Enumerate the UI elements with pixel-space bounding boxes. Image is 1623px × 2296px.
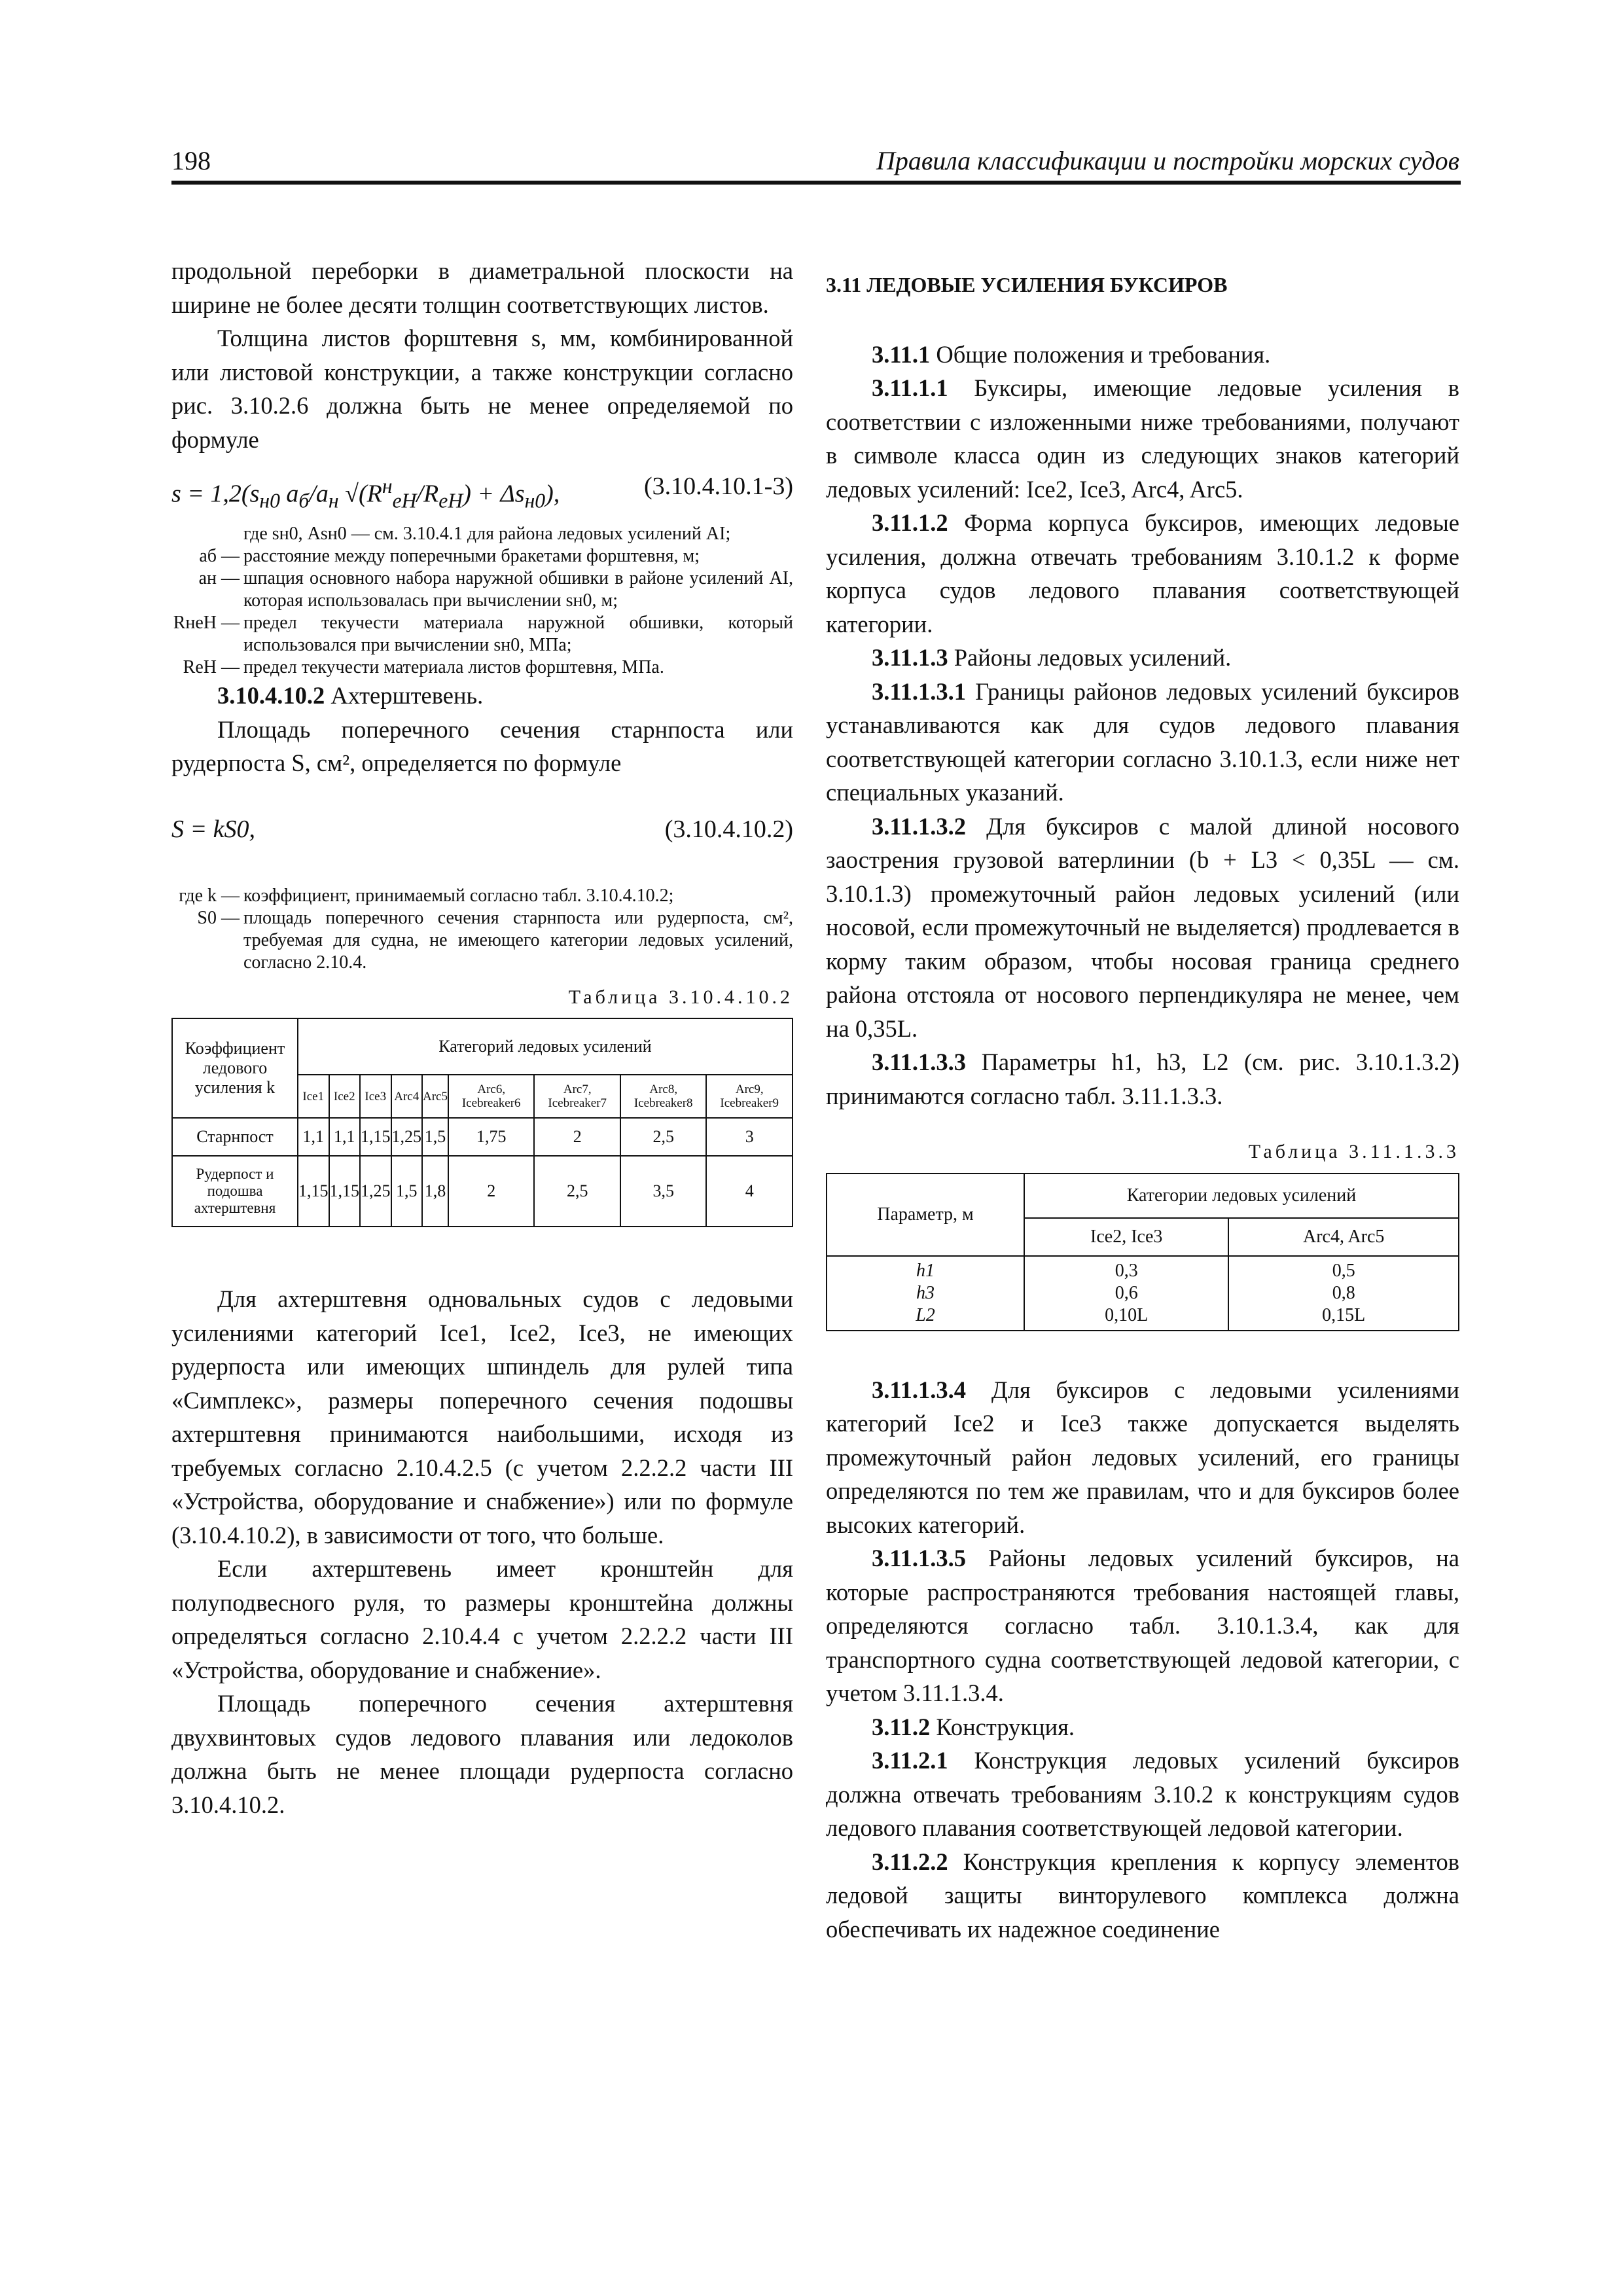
paragraph: 3.11.2.1 Конструкция ледовых усилений буксиров должна отвечать требованиям 3.10.2 к конструкциям судов ледового плавания соответствующей ледовой категории. [826,1747,1459,1841]
paragraph: 3.11.1.3.3 Параметры h1, h3, L2 (см. рис. 3.10.1.3.2) принимаются согласно табл. 3.11.1.3.3. [826,1049,1459,1109]
table-header-cell: Arc7, Icebreaker7 [534,1075,620,1118]
paragraph: 3.11.1.3.5 Районы ледовых усилений буксиров, на которые распространяются требования настоящей главы, определяются согласно табл. 3.10.1.3.4, как для транспортного судна соответствующей ледовой категории, с учетом 3.11.1.3.4. [826,1545,1459,1706]
table-cell: Рудерпост и подошва ахтерштевня [172,1156,298,1227]
table-header-cell: Ice2, Ice3 [1024,1218,1228,1256]
paragraph: 3.11.1.3.1 Границы районов ледовых усилений буксиров устанавливаются как для судов ледового плавания соответствующей категории согласно 3.10.1.3, если ниже нет специальных указаний. [826,677,1459,806]
paragraph: 3.11.1.3 Районы ледовых усилений. [872,644,1232,671]
table-cell: 2,5 [534,1156,620,1227]
paragraph: Площадь поперечного сечения старнпоста или рудерпоста S, см², определяется по формуле [171,715,793,776]
symbol-legend [171,885,793,974]
legend-row: где sн0, Asн0 — см. 3.10.4.1 для района ледовых усилений AI; [243,524,731,544]
legend-row: RнeH — предел текучести материала наружной обшивки, который использовался при вычислении sн0, МПа; [173,613,793,655]
table-cell: h1 h3 L2 [827,1256,1024,1331]
legend-row: aн — шпация основного набора наружной обшивки в районе усилений AI, которая использовалась при вычислении sн0, м; [198,568,793,611]
table-header-cell: Параметр, м [827,1174,1024,1256]
legend-row: aб — расстояние между поперечными бракетами форштевня, м; [199,546,700,566]
formula-expression: S = kS0, [171,815,256,843]
formula-section-area [171,780,793,878]
table-cell: 1,75 [448,1118,535,1156]
table-row [172,1156,793,1227]
paragraph: 3.11.1.3.2 Для буксиров с малой длиной носового заострения грузовой ватерлинии (b + L3 < 0,35L — см. 3.10.1.3) промежуточный район ледовых усилений (или носовой, если промежуточный не выделяется) продлевается в корму таким образом, чтобы носовая граница среднего района отстояла от носового перпендикуляра не менее, чем на 0,35L. [826,812,1460,1042]
table-header-cell: Ice2 [329,1075,361,1118]
ice-coefficient-table [171,1018,793,1227]
paragraph: 3.11.1.3.4 Для буксиров с ледовыми усилениями категорий Ice2 и Ice3 также допускается выделять промежуточный район ледовых усилений, его границы определяются по тем же правилам, что и для буксиров более высоких категорий. [826,1376,1459,1538]
page-number: 198 [171,146,211,175]
table-header-cell: Ice1 [298,1075,329,1118]
table-header-cell: Arc4 [391,1075,423,1118]
formula-number: (3.10.4.10.1-3) [644,473,793,500]
right-column [826,254,1459,1946]
running-title: Правила классификации и постройки морских судов [876,146,1459,175]
legend-row: где k — коэффициент, принимаемый согласно табл. 3.10.4.10.2; [179,885,674,906]
table-header-cell: Arc4, Arc5 [1228,1218,1459,1256]
left-column [171,254,793,1821]
table-cell: 1,1 [298,1118,329,1156]
paragraph: Толщина листов форштевня s, мм, комбинированной или листовой конструкции, а также конструкции согласно рис. 3.10.2.6 должна быть не менее определяемой по формуле [171,325,793,453]
paragraph: Для ахтерштевня одновальных судов с ледовыми усилениями категорий Ice1, Ice2, Ice3, не имеющих рудерпоста или имеющих шпиндель для рулей типа «Симплекс», размеры поперечного сечения подошвы ахтерштевня принимаются наибольшими, исходя из требуемых согласно 2.10.4.2.5 (с учетом 2.2.2.2 части III «Устройства, оборудование и снабжение») или по формуле (3.10.4.10.2), в зависимости от того, что больше. [171,1285,793,1549]
table-header-cell: Arc6, Icebreaker6 [448,1075,535,1118]
subsection-heading: 3.11.1 Общие положения и требования. [872,340,1271,368]
ice-parameters-table [826,1173,1459,1331]
table-cell: 1,25 [360,1156,391,1227]
table-row [172,1118,793,1156]
table-header-cell: Категории ледовых усилений [1024,1174,1459,1218]
table-caption: Таблица 3.11.1.3.3 [1248,1141,1459,1162]
section-title: 3.11 ЛЕДОВЫЕ УСИЛЕНИЯ БУКСИРОВ [826,273,1228,296]
paragraph: продольной переборки в диаметральной плоскости на ширине не более десяти толщин соответствующих листов. [171,257,793,318]
table-cell: 1,8 [422,1156,448,1227]
table-cell: 1,15 [329,1156,361,1227]
table-header-cell: Категорий ледовых усилений [298,1018,793,1075]
table-cell: 1,15 [360,1118,391,1156]
table-header-cell: Arc8, Icebreaker8 [620,1075,707,1118]
table-header-cell: Ice3 [360,1075,391,1118]
formula-expression: $s = 1,2(s_{н0}$ $a_б/a_н$ $√(R^н_{eH}/R_{eH}) + \Delta s_{н0}$), [171,475,560,512]
legend-row: ReH — предел текучести материала листов форштевня, МПа. [183,657,664,677]
paragraph: Если ахтерштевень имеет кронштейн для полуподвесного руля, то размеры кронштейна должны определяться согласно 2.10.4.4 с учетом 2.2.2.2 части III «Устройства, оборудование и снабжение». [171,1555,793,1683]
table-cell: Старнпост [172,1118,298,1156]
paragraph: 3.11.1.1 Буксиры, имеющие ледовые усиления в соответствии с изложенными ниже требованиями, получают в символе класса один из следующих знаков категорий ледовых усилений: Ice2, Ice3, Arc4, Arc5. [826,374,1459,503]
formula-number: (3.10.4.10.2) [664,815,793,843]
table-cell: 3,5 [620,1156,707,1227]
table-caption: Таблица 3.10.4.10.2 [568,986,793,1008]
table-cell: 2 [448,1156,535,1227]
table-header-cell: Коэффициент ледового усиления k [172,1018,298,1118]
paragraph: Площадь поперечного сечения ахтерштевня двухвинтовых судов ледового плавания или ледоколов должна быть не менее площади рудерпоста согласно 3.10.4.10.2. [171,1690,793,1818]
formula-stem-thickness [171,456,793,516]
table-cell: 1,15 [298,1156,329,1227]
table-cell: 0,3 0,6 0,10L [1024,1256,1228,1331]
legend-row: S0 — площадь поперечного сечения старнпоста или рудерпоста, см², требуемая для судна, не имеющего категории ледовых усилений, согласно 2.10.4. [197,907,793,973]
table-cell: 1,25 [391,1118,423,1156]
header-rule [171,181,1461,185]
subsection-heading: 3.10.4.10.2 Ахтерштевень. [217,682,484,709]
subsection-heading: 3.11.2 Конструкция. [872,1713,1075,1740]
table-cell: 2,5 [620,1118,707,1156]
table-cell: 2 [534,1118,620,1156]
table-cell: 1,5 [391,1156,423,1227]
symbol-legend [171,523,793,679]
table-header-cell: Arc5 [422,1075,448,1118]
table-cell: 1,5 [422,1118,448,1156]
paragraph: 3.11.2.2 Конструкция крепления к корпусу элементов ледовой защиты винторулевого комплекса должна обеспечивать их надежное соединение [826,1848,1460,1943]
table-row [827,1256,1459,1331]
table-cell: 0,5 0,8 0,15L [1228,1256,1459,1331]
table-header-cell: Arc9, Icebreaker9 [706,1075,793,1118]
table-cell: 3 [706,1118,793,1156]
table-cell: 4 [706,1156,793,1227]
paragraph: 3.11.1.2 Форма корпуса буксиров, имеющих ледовые усиления, должна отвечать требованиям 3.10.1.2 к форме корпуса судов ледового плавания соответствующей категории. [826,509,1460,637]
table-cell: 1,1 [329,1118,361,1156]
